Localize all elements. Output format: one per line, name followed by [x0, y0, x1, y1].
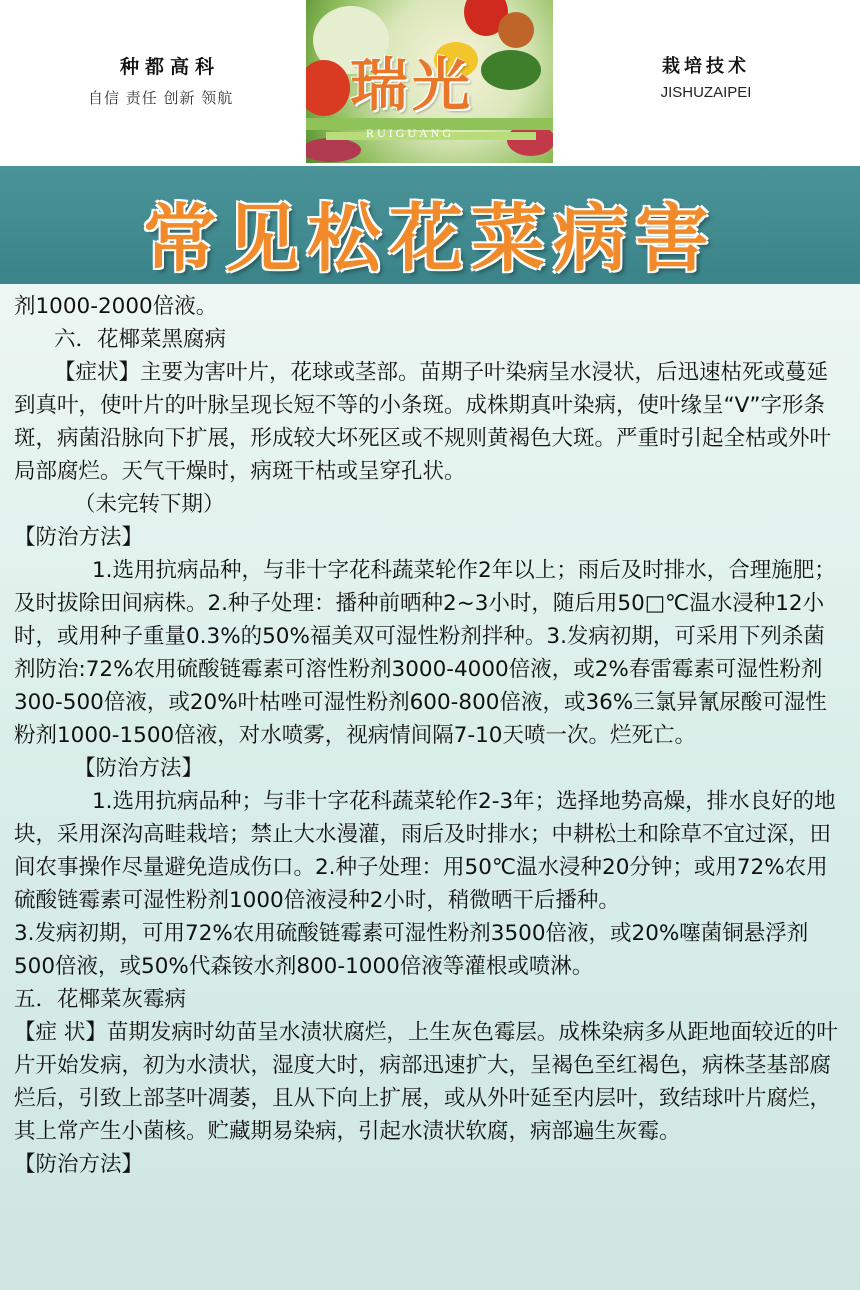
paragraph: 3.发病初期，可用72%农用硫酸链霉素可湿性粉剂3500倍液，或20%噻菌铜悬浮剂500倍液，或50%代森铵水剂800-1000倍液等灌根或喷淋。 [14, 921, 809, 979]
brand-slogan: 自信 责任 创新 领航 [88, 89, 234, 107]
paragraph: 【症 状】苗期发病时幼苗呈水渍状腐烂，上生灰色霉层。成株染病多从距地面较近的叶片开始发病，初为水渍状，湿度大时，病部迅速扩大，呈褐色至红褐色，病株茎基部腐烂后，引致上部茎叶凋萎，且从下向上扩展，或从外叶延至内层叶，致结球叶片腐烂，其上常产生小菌核。贮藏期易染病，引起水渍状软腐，病部遍生灰霉。 [14, 1020, 838, 1144]
paragraph: 剂1000-2000倍液。 [14, 294, 218, 319]
paragraph: 【症状】主要为害叶片，花球或茎部。苗期子叶染病呈水浸状，后迅速枯死或蔓延到真叶，使叶片的叶脉呈现长短不等的小条斑。成株期真叶染病，使叶缘呈“V”字形条斑，病菌沿脉向下扩展，形成较大坏死区或不规则黄褐色大斑。严重时引起全枯或外叶局部腐烂。天气干燥时，病斑干枯或呈穿孔状。 [14, 360, 832, 484]
continued-note: （未完转下期） [74, 492, 225, 517]
left-brand [88, 52, 288, 108]
onion-shape [498, 12, 534, 48]
logo-sub: RUIGUANG [366, 126, 454, 140]
right-brand [636, 52, 776, 101]
page-title: 常见松花菜病害 [143, 196, 717, 282]
tech-title: 栽培技术 [662, 56, 750, 77]
section-heading: 【防治方法】 [74, 756, 204, 781]
brand-name: 种都高科 [120, 56, 221, 78]
header [0, 0, 860, 166]
paragraph: 1.选用抗病品种，与非十字花科蔬菜轮作2年以上；雨后及时排水，合理施肥；及时拔除田间病株。2.种子处理：播种前晒种2~3小时，随后用50□℃温水浸种12小时，或用种子重量0.3%的50%福美双可湿性粉剂拌种。3.发病初期，可采用下列杀菌剂防治:72%农用硫酸链霉素可溶性粉剂3000-4000倍液，或2%春雷霉素可湿性粉剂300-500倍液，或20%叶枯唑可湿性粉剂600-800倍液，或36%三氯异氰尿酸可湿性粉剂1000-1500倍液，对水喷雾，视病情间隔7-10天喷一次。烂死亡。 [14, 558, 836, 748]
radish2-shape [306, 138, 361, 162]
title-banner [0, 166, 860, 284]
section-heading: 六．花椰菜黑腐病 [54, 327, 227, 352]
logo-text: 瑞光 [350, 51, 475, 119]
article-content [14, 290, 844, 1181]
vegetable-logo [306, 0, 553, 163]
section-heading: 【防治方法】 [14, 525, 144, 550]
herb-shape [481, 50, 541, 90]
tech-sub: JISHUZAIPEI [660, 84, 752, 101]
section-heading: 【防治方法】 [14, 1152, 144, 1177]
section-heading: 五．花椰菜灰霉病 [14, 987, 187, 1012]
paragraph: 1.选用抗病品种；与非十字花科蔬菜轮作2-3年；选择地势高燥，排水良好的地块，采用深沟高畦栽培；禁止大水漫灌，雨后及时排水；中耕松土和除草不宜过深，田间农事操作尽量避免造成伤口。2.种子处理：用50℃温水浸种20分钟；或用72%农用硫酸链霉素可湿性粉剂1000倍液浸种2小时，稍微晒干后播种。 [14, 789, 836, 913]
